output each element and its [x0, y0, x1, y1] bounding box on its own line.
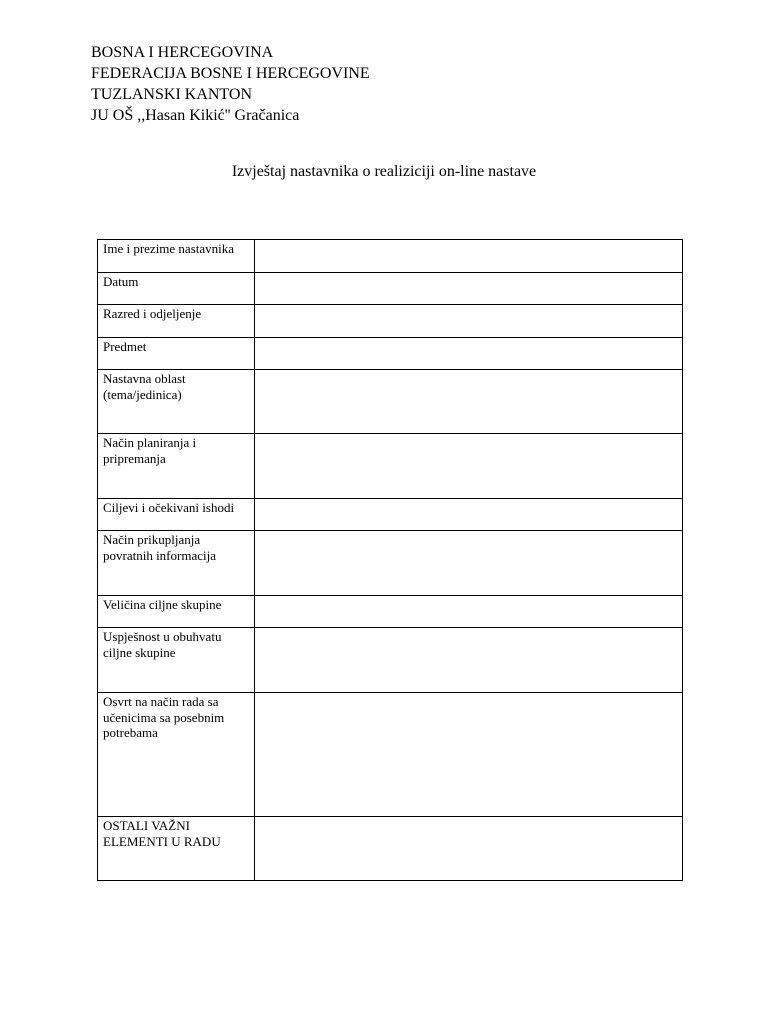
form-row-group-size: [98, 596, 683, 628]
header-line-federation: FEDERACIJA BOSNE I HERCEGOVINE: [91, 65, 370, 82]
form-label: Nastavna oblast (tema/jedinica): [98, 370, 255, 434]
header-line-school: JU OŠ ,,Hasan Kikić'' Gračanica: [91, 107, 300, 124]
subject-field[interactable]: [255, 338, 683, 370]
form-label: Uspješnost u obuhvatu ciljne skupine: [98, 628, 255, 693]
school-header: [91, 42, 370, 126]
form-label: Predmet: [98, 338, 255, 370]
class-field[interactable]: [255, 305, 683, 338]
form-label: Datum: [98, 273, 255, 305]
planning-field[interactable]: [255, 434, 683, 499]
form-label: Način planiranja i pripremanja: [98, 434, 255, 499]
form-row-topic: [98, 370, 683, 434]
form-row-teacher-name: [98, 240, 683, 273]
form-row-feedback: [98, 531, 683, 596]
special-needs-field[interactable]: [255, 693, 683, 817]
topic-field[interactable]: [255, 370, 683, 434]
teacher-name-field[interactable]: [255, 240, 683, 273]
coverage-field[interactable]: [255, 628, 683, 693]
feedback-field[interactable]: [255, 531, 683, 596]
document-title: Izvještaj nastavnika o realiziciji on-line nastave: [231, 163, 537, 180]
form-row-class: [98, 305, 683, 338]
form-label: Način prikupljanja povratnih informacija: [98, 531, 255, 596]
form-row-date: [98, 273, 683, 305]
group-size-field[interactable]: [255, 596, 683, 628]
form-row-planning: [98, 434, 683, 499]
form-row-other: [98, 817, 683, 881]
form-label: Veličina ciljne skupine: [98, 596, 255, 628]
form-label: Ciljevi i očekivani ishodi: [98, 499, 255, 531]
form-row-subject: [98, 338, 683, 370]
header-line-canton: TUZLANSKI KANTON: [91, 86, 253, 103]
form-label: Razred i odjeljenje: [98, 305, 255, 338]
form-row-coverage: [98, 628, 683, 693]
form-row-goals: [98, 499, 683, 531]
form-row-special-needs: [98, 693, 683, 817]
other-elements-field[interactable]: [255, 817, 683, 881]
form-label: Ime i prezime nastavnika: [98, 240, 255, 273]
form-label: Osvrt na način rada sa učenicima sa posebnim potrebama: [98, 693, 255, 817]
date-field[interactable]: [255, 273, 683, 305]
header-line-country: BOSNA I HERCEGOVINA: [91, 44, 274, 61]
report-form-table: [97, 239, 683, 881]
goals-field[interactable]: [255, 499, 683, 531]
form-label: OSTALI VAŽNI ELEMENTI U RADU: [98, 817, 255, 881]
